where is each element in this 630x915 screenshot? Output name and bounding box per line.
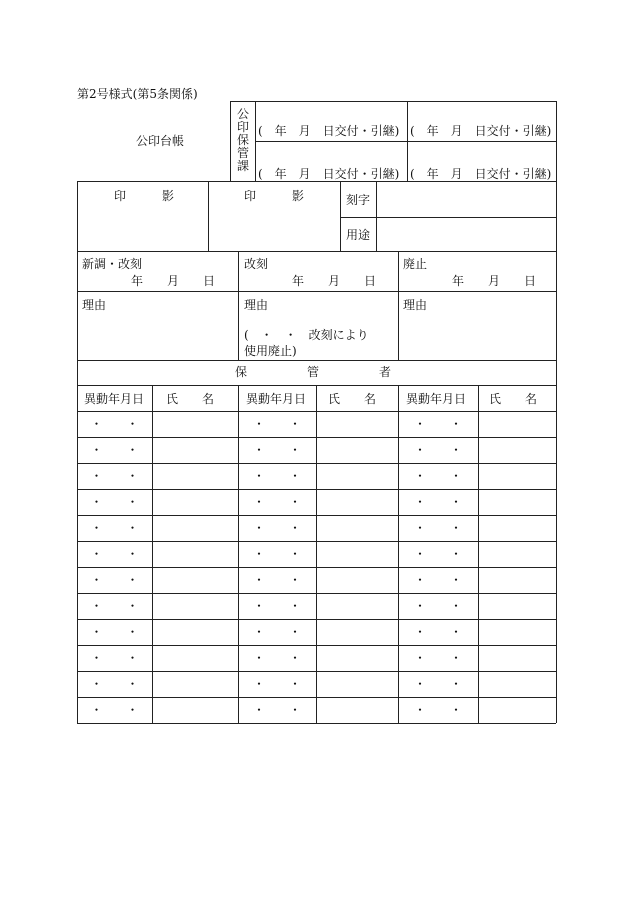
row-12-name-2[interactable] (317, 698, 397, 722)
row-4-date-3: ・ ・ (413, 495, 462, 509)
row-6-name-3[interactable] (479, 542, 555, 566)
row-12-date-1: ・ ・ (90, 703, 139, 717)
row-4-name-1[interactable] (153, 490, 237, 514)
row-6-name-1[interactable] (153, 542, 237, 566)
row-3-date-3: ・ ・ (413, 469, 462, 483)
row-10-name-3[interactable] (479, 646, 555, 670)
col-name-2: 氏 名 (328, 392, 377, 406)
row-9-date-3: ・ ・ (413, 625, 462, 639)
row-2-date-1: ・ ・ (90, 443, 139, 457)
row-3-date-1: ・ ・ (90, 469, 139, 483)
row-3-name-1[interactable] (153, 464, 237, 488)
row-5-name-1[interactable] (153, 516, 237, 540)
row-7-date-2: ・ ・ (252, 573, 301, 587)
reason-label-3: 理由 (403, 298, 428, 312)
impression-label-1: 印 影 (114, 189, 175, 203)
row-3-name-3[interactable] (479, 464, 555, 488)
row-3-date-2: ・ ・ (252, 469, 301, 483)
custodian-header: 保 管 者 (235, 365, 392, 379)
row-6-date-2: ・ ・ (252, 547, 301, 561)
row-7-date-3: ・ ・ (413, 573, 462, 587)
issue-text-1: ( 年 月 日交付・引継) (258, 124, 400, 138)
row-11-name-1[interactable] (153, 672, 237, 696)
row-10-name-1[interactable] (153, 646, 237, 670)
row-4-date-2: ・ ・ (252, 495, 301, 509)
row-11-date-1: ・ ・ (90, 677, 139, 691)
row-3-name-2[interactable] (317, 464, 397, 488)
row-9-name-2[interactable] (317, 620, 397, 644)
row-9-date-2: ・ ・ (252, 625, 301, 639)
form-title: 第2号様式(第5条関係) (77, 87, 198, 101)
row-12-date-3: ・ ・ (413, 703, 462, 717)
usage-label: 用途 (346, 228, 371, 242)
row-4-date-1: ・ ・ (90, 495, 139, 509)
usage-field[interactable] (377, 218, 555, 250)
row-1-name-1[interactable] (153, 412, 237, 436)
row-4-name-3[interactable] (479, 490, 555, 514)
row-5-date-3: ・ ・ (413, 521, 462, 535)
row-11-name-3[interactable] (479, 672, 555, 696)
new-label: 新調・改刻 (82, 257, 143, 271)
col-name-1: 氏 名 (166, 392, 215, 406)
row-1-date-2: ・ ・ (252, 417, 301, 431)
row-1-name-3[interactable] (479, 412, 555, 436)
issue-text-2: ( 年 月 日交付・引継) (410, 124, 552, 138)
row-7-name-1[interactable] (153, 568, 237, 592)
row-7-name-2[interactable] (317, 568, 397, 592)
row-8-name-2[interactable] (317, 594, 397, 618)
row-10-date-2: ・ ・ (252, 651, 301, 665)
engraving-label: 刻字 (346, 193, 371, 207)
engraving-field[interactable] (377, 182, 555, 216)
row-7-name-3[interactable] (479, 568, 555, 592)
row-10-name-2[interactable] (317, 646, 397, 670)
reason-label-1: 理由 (82, 298, 107, 312)
row-10-date-3: ・ ・ (413, 651, 462, 665)
ledger-title: 公印台帳 (136, 134, 185, 148)
revise-date: 年 月 日 (292, 274, 377, 288)
row-2-name-1[interactable] (153, 438, 237, 462)
row-12-name-1[interactable] (153, 698, 237, 722)
revise-note-line1: ( ・ ・ 改刻により (244, 328, 369, 342)
col-date-3: 異動年月日 (406, 392, 467, 406)
new-date: 年 月 日 (131, 274, 216, 288)
issue-text-4: ( 年 月 日交付・引継) (410, 167, 552, 181)
issue-text-3: ( 年 月 日交付・引継) (258, 167, 400, 181)
row-2-name-2[interactable] (317, 438, 397, 462)
impression-label-2: 印 影 (244, 189, 305, 203)
row-7-date-1: ・ ・ (90, 573, 139, 587)
row-8-date-1: ・ ・ (90, 599, 139, 613)
row-12-name-3[interactable] (479, 698, 555, 722)
row-8-date-2: ・ ・ (252, 599, 301, 613)
custody-dept-label: 公印保管課 (236, 107, 249, 173)
abolish-date: 年 月 日 (452, 274, 537, 288)
row-8-name-3[interactable] (479, 594, 555, 618)
row-9-date-1: ・ ・ (90, 625, 139, 639)
row-6-name-2[interactable] (317, 542, 397, 566)
col-date-2: 異動年月日 (246, 392, 307, 406)
row-2-name-3[interactable] (479, 438, 555, 462)
col-date-1: 異動年月日 (84, 392, 145, 406)
row-1-date-3: ・ ・ (413, 417, 462, 431)
row-5-date-1: ・ ・ (90, 521, 139, 535)
row-5-name-3[interactable] (479, 516, 555, 540)
row-9-name-1[interactable] (153, 620, 237, 644)
row-10-date-1: ・ ・ (90, 651, 139, 665)
revise-label: 改刻 (244, 257, 269, 271)
row-6-date-1: ・ ・ (90, 547, 139, 561)
reason-label-2: 理由 (244, 298, 269, 312)
row-5-date-2: ・ ・ (252, 521, 301, 535)
row-9-name-3[interactable] (479, 620, 555, 644)
abolish-label: 廃止 (403, 257, 428, 271)
row-4-name-2[interactable] (317, 490, 397, 514)
row-8-date-3: ・ ・ (413, 599, 462, 613)
col-name-3: 氏 名 (489, 392, 538, 406)
revise-note-line2: 使用廃止) (244, 344, 297, 358)
row-2-date-2: ・ ・ (252, 443, 301, 457)
row-11-name-2[interactable] (317, 672, 397, 696)
row-8-name-1[interactable] (153, 594, 237, 618)
row-2-date-3: ・ ・ (413, 443, 462, 457)
row-11-date-3: ・ ・ (413, 677, 462, 691)
row-12-date-2: ・ ・ (252, 703, 301, 717)
row-11-date-2: ・ ・ (252, 677, 301, 691)
row-5-name-2[interactable] (317, 516, 397, 540)
row-6-date-3: ・ ・ (413, 547, 462, 561)
row-1-date-1: ・ ・ (90, 417, 139, 431)
row-1-name-2[interactable] (317, 412, 397, 436)
